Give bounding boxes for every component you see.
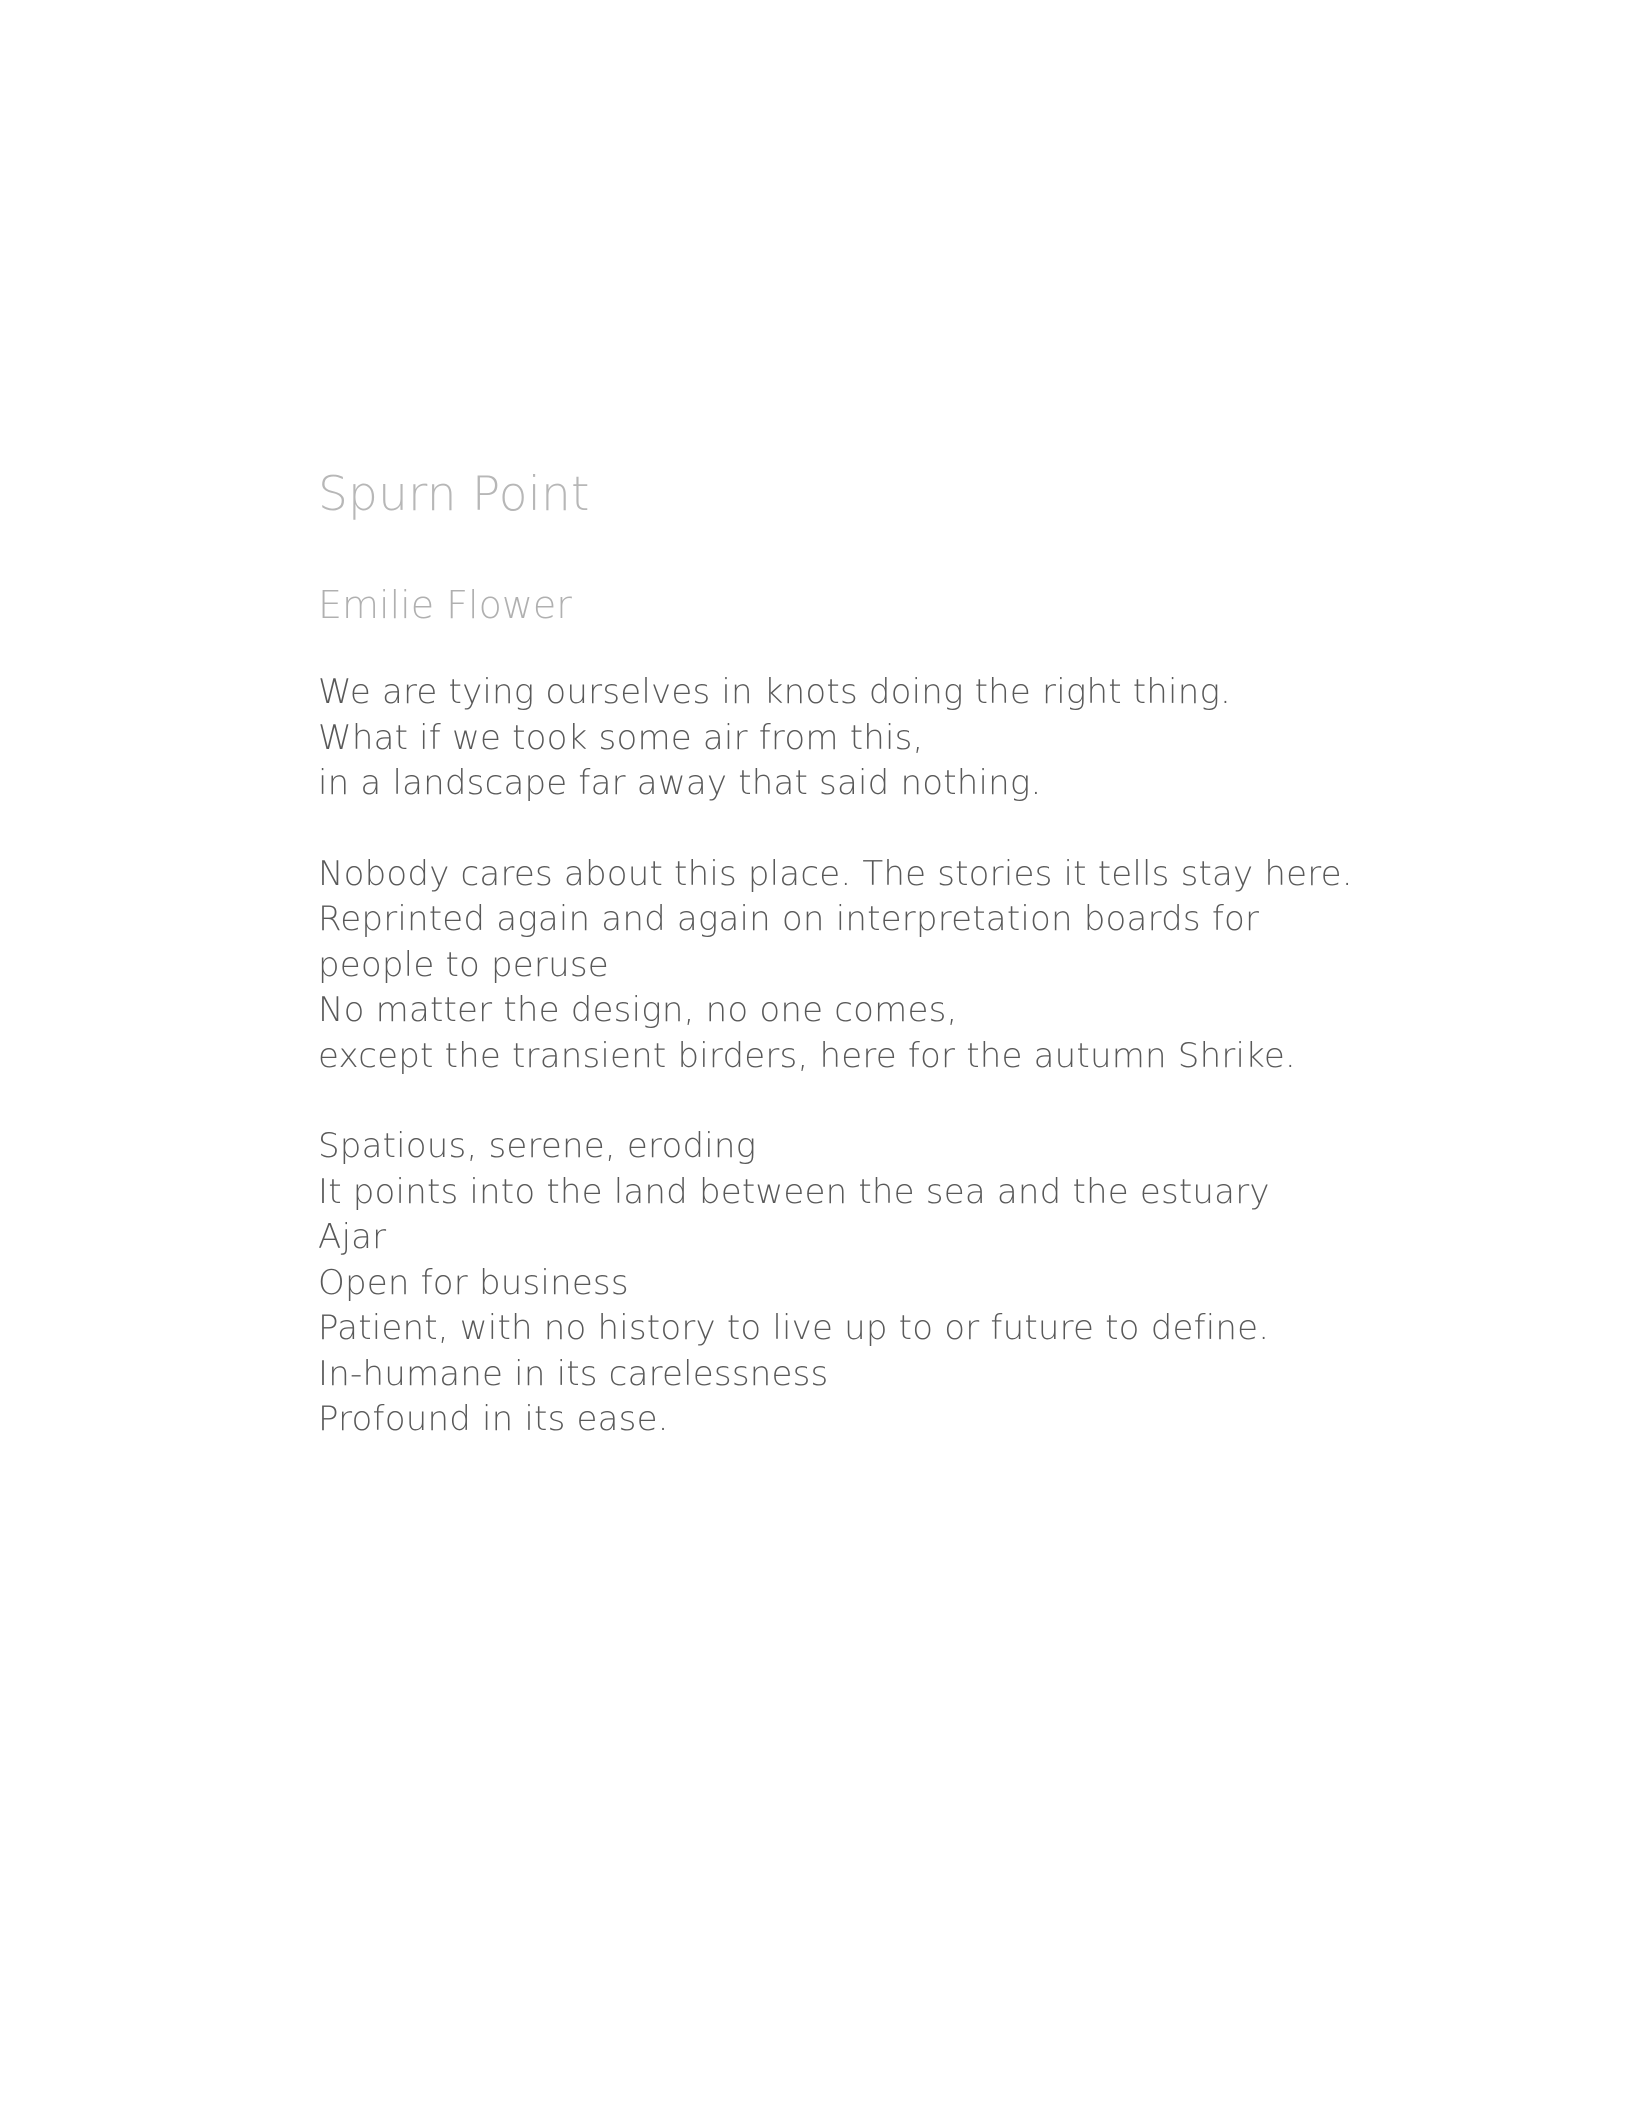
- poem-title: Spurn Point: [318, 467, 590, 522]
- poem-line: What if we took some air from this,: [318, 717, 924, 758]
- poem-line: Patient, with no history to live up to or future to define.: [318, 1308, 1270, 1348]
- stanza-2: [318, 852, 1418, 1080]
- poem-line: Reprinted again and again on interpretation boards for: [318, 899, 1260, 939]
- poem-line: people to peruse: [318, 944, 609, 985]
- poem-line: Spatious, serene, eroding: [318, 1126, 757, 1166]
- poem-line: No matter the design, no one comes,: [318, 990, 958, 1030]
- poem-line: Nobody cares about this place. The stories it tells stay here.: [318, 853, 1353, 894]
- poem-line: Open for business: [318, 1262, 629, 1303]
- stanza-3: [318, 1124, 1418, 1443]
- poem-line: except the transient birders, here for the autumn Shrike.: [318, 1035, 1296, 1076]
- poem-line: It points into the land between the sea and the estuary: [318, 1171, 1270, 1212]
- poem-container: [318, 465, 1418, 1488]
- poem-line: Profound in its ease.: [318, 1399, 669, 1439]
- stanza-1: [318, 670, 1418, 807]
- poem-line: We are tying ourselves in knots doing the right thing.: [318, 672, 1232, 712]
- poem-line: in a landscape far away that said nothing.: [318, 763, 1042, 803]
- poem-line: Ajar: [318, 1217, 387, 1257]
- poem-body: [318, 670, 1418, 1443]
- poem-line: In-humane in its carelessness: [318, 1353, 829, 1394]
- poem-author: Emilie Flower: [318, 583, 572, 627]
